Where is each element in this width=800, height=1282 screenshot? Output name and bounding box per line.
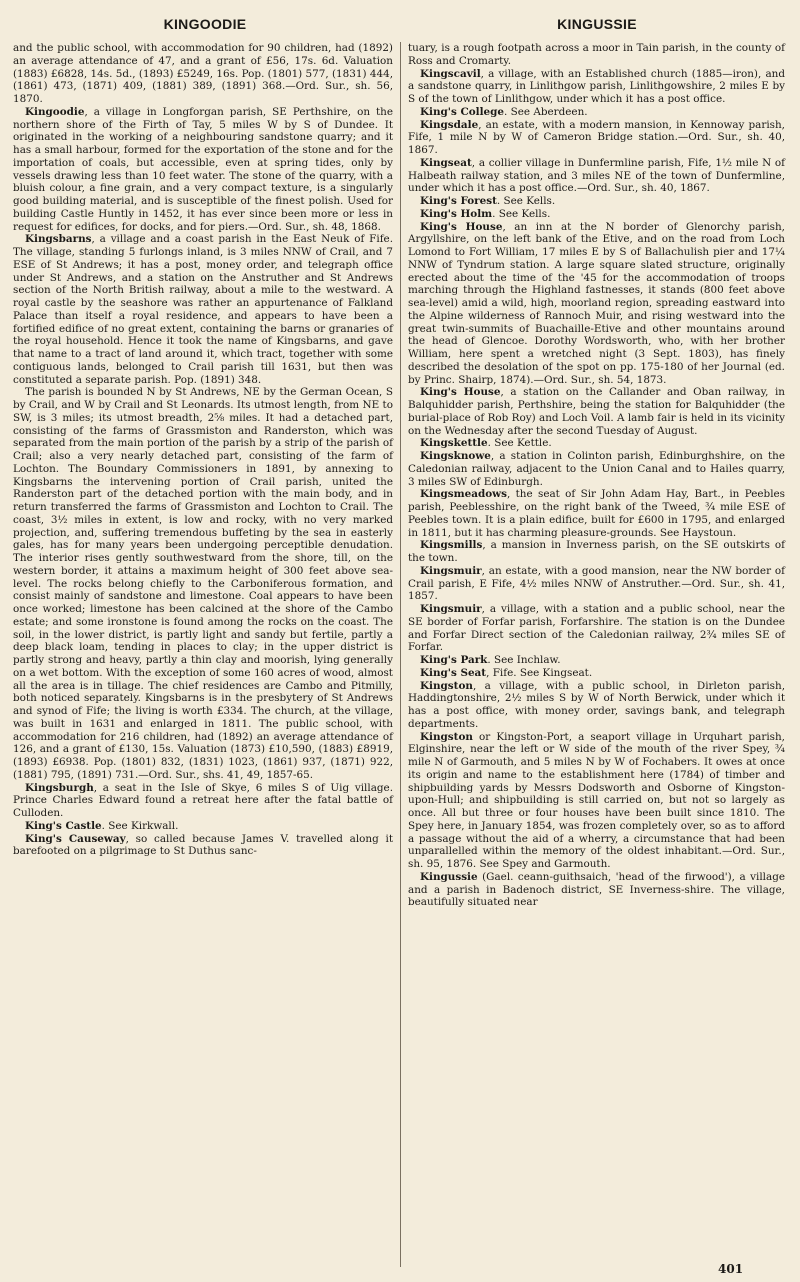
gazetteer-entry [13, 233, 393, 386]
gazetteer-entry [408, 539, 785, 565]
entry-text: . See Aberdeen. [504, 105, 588, 118]
gazetteer-entry [408, 195, 785, 208]
entry-text: (Gael. ceann-guithsaich, 'head of the firwood'), a village and a parish in Badenoch district, SE Inverness-shire. The village, beautifully situated near [408, 870, 785, 909]
entry-text: The parish is bounded N by St Andrews, NE by the German Ocean, S by Crail, and W by Crail and St Leonards. Its utmost length, from NE to SW, is 3 miles; its utmost breadth, 2⅝ miles. It had a detached part, consisting of the farms of Grassmiston and Randerston, which was separated from the main portion of the parish by a strip of the parish of Crail; also a very nearly detached part, consisting of the farm of Lochton. The Boundary Commissioners in 1891, by annexing to Kingsbarns the intervening portion of Crail parish, united the Randerston part of the detached portion with the main body, and in return transferred the farms of Grassmiston and Lochton to Crail. The coast, 3½ miles in extent, is low and rocky, with no very marked projection, and, suffering tremendous buffeting by the sea in easterly gales, has for many years been undergoing perceptible denudation. The interior rises gently southwestward from the shore, till, on the western border, it attains a maximum height of 300 feet above sea-level. The rocks belong chiefly to the Carboniferous formation, and consist mainly of sandstone and limestone. Coal appears to have been once worked; limestone has been calcined at the shore of the Cambo estate; and some ironstone is found among the rocks on the coast. The soil, in the lower district, is partly light and sandy but fertile, partly a deep black loam, tending in places to clay; in the upper district is partly strong and heavy, partly a thin clay and moorish, lying generally on a wet bottom. With the exception of some 160 acres of wood, almost all the area is in tillage. The chief residences are Cambo and Pitmilly, both noticed separately. Kingsbarns is in the presbytery of St Andrews and synod of Fife; the living is worth £334. The church, at the village, was built in 1631 and enlarged in 1811. The public school, with accommodation for 216 children, had (1892) an average attendance of 126, and a grant of £130, 15s. Valuation (1873) £10,590, (1883) £8919, (1893) £6938. Pop. (1801) 832, (1831) 1023, (1861) 937, (1871) 922, (1881) 795, (1891) 731.—Ord. Sur., shs. 41, 49, 1857-65. [13, 386, 393, 781]
running-head-right: KINGUSSIE [557, 16, 637, 32]
entry-headword: Kingsmuir [420, 603, 482, 615]
entry-headword: King's Park [420, 654, 488, 666]
gazetteer-entry [408, 42, 785, 68]
entry-text: , a station on the Callander and Oban railway, in Balquhidder parish, Perthshire, being the station for Balquhidder (the burial-place of Rob Roy) and Loch Voil. A lamb fair is held in its vicinity on the Wednesday after the second Tuesday of August. [408, 386, 785, 437]
entry-headword: King's Castle [25, 819, 102, 832]
entry-text: , a village, with a station and a public school, near the SE border of Forfar parish, Forfarshire. The station is on the Dundee and Forfar Direct section of the Caledonian railway, 2¾ miles SE of Forfar. [408, 603, 785, 654]
gazetteer-entry [408, 208, 785, 221]
gazetteer-entry [408, 106, 785, 119]
entry-text: , Fife. See Kingseat. [486, 666, 593, 679]
gazetteer-entry [408, 680, 785, 731]
entry-headword: Kingsbarns [25, 233, 92, 246]
column-rule [400, 42, 401, 1267]
entry-text: , so called because James V. travelled along it barefooted on a pilgrimage to St Duthus sanc- [13, 832, 393, 858]
entry-headword: King's Seat [420, 666, 487, 679]
entry-headword: King's House [420, 386, 501, 399]
gazetteer-entry [408, 731, 785, 871]
entry-headword: King's Holm [420, 207, 493, 220]
entry-text: tuary, is a rough footpath across a moor in Tain parish, in the county of Ross and Cromarty. [408, 42, 785, 67]
entry-headword: Kingsburgh [25, 781, 94, 794]
entry-headword: Kingsdale [420, 118, 479, 131]
page-number: 401 [718, 1262, 744, 1276]
gazetteer-entry [408, 221, 785, 387]
gazetteer-entry [408, 603, 785, 654]
gazetteer-entry [13, 42, 393, 106]
gazetteer-entry [408, 871, 785, 909]
entry-headword: Kingsknowe [420, 450, 491, 462]
gazetteer-entry [13, 782, 393, 820]
gazetteer-entry [408, 157, 785, 195]
entry-text: . See Kells. [492, 207, 551, 220]
running-head-left: KINGOODIE [163, 16, 247, 32]
entry-text: , an estate, with a good mansion, near the NW border of Crail parish, E Fife, 4½ miles NNW of Anstruther.—Ord. Sur., sh. 41, 1857. [408, 564, 785, 603]
gazetteer-entry [408, 68, 785, 106]
gazetteer-entry [408, 565, 785, 603]
entry-text: , a village, with a public school, in Dirleton parish, Haddingtonshire, 2½ miles S by W of North Berwick, under which it has a post office, with money order, savings bank, and telegraph departments. [408, 679, 785, 730]
entry-headword: Kingston [420, 679, 473, 692]
entry-headword: Kingsmeadows [420, 488, 507, 501]
entry-text: . See Kells. [496, 195, 556, 207]
entry-text: , a village in Longforgan parish, SE Perthshire, on the northern shore of the Firth of Tay, 5 miles W by S of Dundee. It originated in the working of a neighbouring sandstone quarry; and it has a small harbour, formed for the exportation of the stone and for the importation of coals, but accessible, even at spring tides, only by vessels drawing less than 10 feet water. The stone of the quarry, with a bluish colour, a fine grain, and a very compact texture, is a singularly good building material, and is susceptible of the finest polish. Used for building Castle Huntly in 1452, it has ever since been more or less in request for edifices, for docks, and for piers.—Ord. Sur., sh. 48, 1868. [13, 105, 393, 233]
gazetteer-entry [408, 450, 785, 488]
entry-text: , a station in Colinton parish, Edinburghshire, on the Caledonian railway, adjacent to the Union Canal and to Hailes quarry, 3 miles SW of Edinburgh. [408, 450, 785, 488]
entry-headword: Kingsmills [420, 539, 483, 552]
gazetteer-entry [13, 820, 393, 833]
entry-headword: Kingseat [420, 156, 472, 169]
gazetteer-entry [408, 437, 785, 450]
entry-text: , a mansion in Inverness parish, on the SE outskirts of the town. [408, 539, 785, 564]
entry-text: , an inn at the N border of Glenorchy parish, Argyllshire, on the left bank of the Etive, and on the road from Loch Lomond to Fort William, 17 miles E by S of Ballachulish pier and 17¼ NNW of Tyndrum station. A large square slated structure, originally erected about the time of the '45 for the accommodation of troops marching through the Highland fastnesses, it stands (800 feet above sea-level) amid a wild, high, moorland region, spreading eastward into the Alpine wilderness of Rannoch Muir, and rising westward into the great twin-summits of Buachaille-Etive and other mountains around the head of Glencoe. Dorothy Wordsworth, who, with her brother William, here spent a wretched night (3 Sept. 1803), has finely described the desolation of the spot on pp. 175-180 of her Journal (ed. by Princ. Shairp, 1874).—Ord. Sur., sh. 54, 1873. [408, 220, 785, 386]
entry-headword: Kingoodie [25, 105, 85, 118]
gazetteer-entry [408, 488, 785, 539]
entry-text: , the seat of Sir John Adam Hay, Bart., in Peebles parish, Peeblesshire, on the right bank of the Tweed, ¾ mile ESE of Peebles town. It is a plain edifice, built for £600 in 1795, and enlarged in 1811, but it has charming pleasure-grounds. See Haystoun. [408, 488, 785, 539]
entry-text: , a collier village in Dunfermline parish, Fife, 1½ mile N of Halbeath railway station, and 3 miles NE of the town of Dunfermline, under which it has a post office.—Ord. Sur., sh. 40, 1867. [408, 156, 785, 195]
entry-headword: King's Forest [420, 195, 497, 207]
gazetteer-entry [13, 386, 393, 781]
right-column [408, 42, 785, 909]
gazetteer-entry [408, 667, 785, 680]
entry-headword: Kingskettle [420, 437, 488, 450]
entry-text: , an estate, with a modern mansion, in Kennoway parish, Fife, 1 mile N by W of Cameron Bridge station.—Ord. Sur., sh. 40, 1867. [408, 118, 785, 156]
entry-text: , a seat in the Isle of Skye, 6 miles S of Uig village. Prince Charles Edward found a retreat here after the fatal battle of Culloden. [13, 781, 393, 819]
gazetteer-entry [13, 106, 393, 234]
gazetteer-entry [408, 119, 785, 157]
left-column [13, 42, 393, 858]
entry-headword: Kingston [420, 730, 473, 743]
entry-text: and the public school, with accommodation for 90 children, had (1892) an average attendance of 47, and a grant of £56, 17s. 6d. Valuation (1883) £6828, 14s. 5d., (1893) £5249, 16s. Pop. (1801) 577, (1831) 444, (1861) 473, (1871) 409, (1881) 389, (1891) 368.—Ord. Sur., sh. 56, 1870. [13, 42, 393, 105]
entry-headword: King's Causeway [25, 832, 126, 845]
entry-text: , a village and a coast parish in the East Neuk of Fife. The village, standing 5 furlongs inland, is 3 miles NNW of Crail, and 7 ESE of St Andrews; it has a post, money order, and telegraph office under St Andrews, and a station on the Anstruther and St Andrews section of the North British railway, about a mile to the westward. A royal castle by the seashore was rather an appurtenance of Falkland Palace than itself a royal residence, and appears to have been a fortified edifice of no great extent, containing the barns or granaries of the royal household. Hence it took the name of Kingsbarns, and gave that name to a tract of land around it, which tract, together with some contiguous lands, belonged to Crail parish till 1631, but then was constituted a separate parish. Pop. (1891) 348. [13, 233, 393, 386]
gazetteer-entry [408, 654, 785, 667]
entry-headword: Kingsmuir [420, 564, 482, 577]
gazetteer-entry [13, 833, 393, 859]
entry-headword: King's House [420, 220, 503, 233]
entry-headword: Kingussie [420, 870, 478, 883]
gazetteer-entry [408, 386, 785, 437]
entry-text: . See Kirkwall. [101, 819, 179, 832]
entry-headword: Kingscavil [420, 67, 481, 80]
entry-text: . See Kettle. [487, 437, 552, 450]
entry-text: . See Inchlaw. [487, 654, 561, 666]
entry-text: , a village, with an Established church (1885—iron), and a sandstone quarry, in Linlithgow parish, Linlithgowshire, 2 miles E by S of the town of Linlithgow, under which it has a post office. [408, 67, 785, 105]
entry-headword: King's College [420, 105, 505, 118]
entry-text: or Kingston-Port, a seaport village in Urquhart parish, Elginshire, near the left or W side of the mouth of the river Spey, ¾ mile N of Garmouth, and 5 miles N by W of Fochabers. It owes at once its origin and name to the establishment here (1784) of timber and shipbuilding yards by Messrs Dodsworth and Osborne of Kingston-upon-Hull; and shipbuilding is still carried on, but not so largely as once. All but three or four houses have been built since 1810. The Spey here, in January 1854, was frozen completely over, so as to afford a passage without the aid of a wherry, a circumstance that had been unparallelled within the memory of the oldest inhabitant.—Ord. Sur., sh. 95, 1876. See Spey and Garmouth. [408, 730, 785, 870]
